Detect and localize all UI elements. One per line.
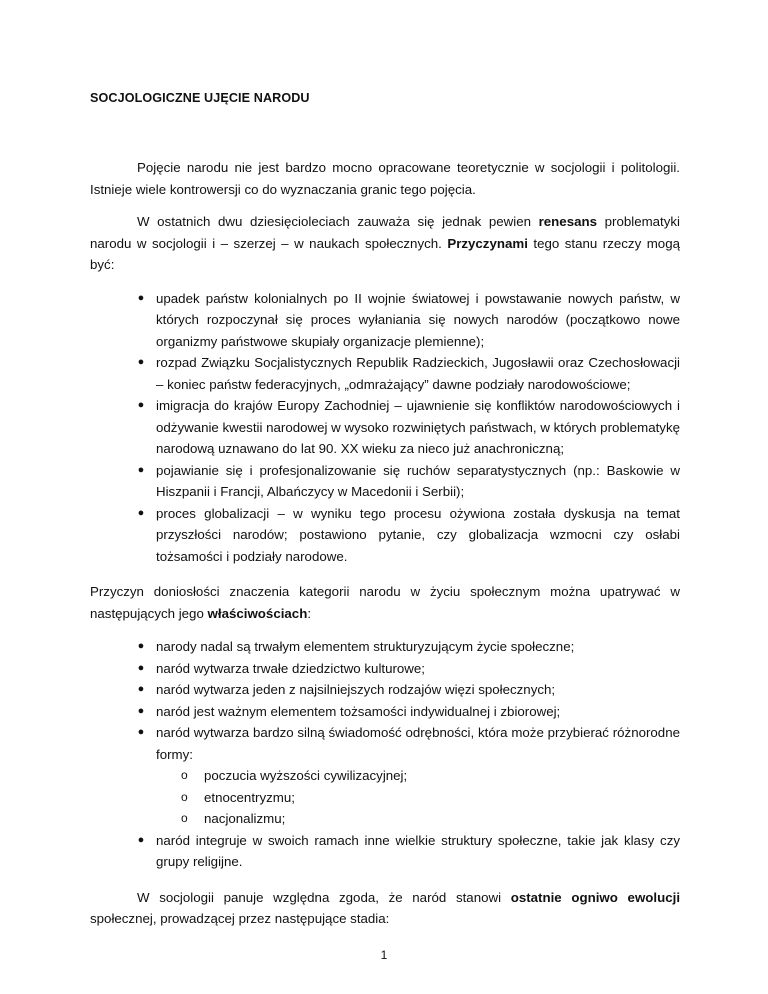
sublist-item <box>156 787 680 809</box>
list-item-text: naród jest ważnym elementem tożsamości indywidualnej i zbiorowej; <box>156 703 561 719</box>
bullet-icon: ● <box>137 356 145 368</box>
causes-list <box>90 288 680 568</box>
text-run: społecznej, prowadzącej przez następujące stadia: <box>90 911 390 926</box>
bullet-icon: ● <box>137 683 145 695</box>
bold-term-przyczynami: Przyczynami <box>447 235 528 251</box>
text-run: Przyczyn doniosłości znaczenia kategorii narodu w życiu społecznym można upatrywać w następujących jego <box>90 584 680 621</box>
bullet-icon: ● <box>137 640 145 652</box>
sublist-item-text: etnocentryzmu; <box>204 789 295 805</box>
sub-bullet-icon: o <box>181 811 188 825</box>
bullet-icon: ● <box>137 704 145 717</box>
list-item <box>90 636 680 658</box>
bullet-icon: ● <box>137 463 145 476</box>
sublist-item <box>156 765 680 787</box>
bold-term-ostatnie-ogniwo: ostatnie ogniwo ewolucji <box>510 889 681 905</box>
renesans-paragraph <box>90 211 680 276</box>
text-run: W socjologii panuje względna zgoda, że naród stanowi <box>137 889 511 905</box>
sublist-item-text: nacjonalizmu; <box>204 811 286 826</box>
list-item <box>90 830 680 873</box>
list-item-text: naród wytwarza bardzo silną świadomość odrębności, która może przybierać różnorodne formy: <box>156 725 680 762</box>
list-item <box>90 460 680 503</box>
bullet-icon: ● <box>137 833 145 846</box>
text-run: problematyki narodu w socjologii i – szerzej – w naukach społecznych. <box>90 214 681 251</box>
list-item-text: naród wytwarza jeden z najsilniejszych rodzajów więzi społecznych; <box>156 682 556 697</box>
list-item <box>90 395 680 460</box>
bullet-icon: ● <box>137 726 145 738</box>
list-item <box>90 503 680 568</box>
sub-bullet-icon: o <box>181 789 188 804</box>
bullet-icon: ● <box>137 661 145 674</box>
list-item-text: naród integruje w swoich ramach inne wielkie struktury społeczne, takie jak klasy czy grupy religijne. <box>156 832 680 869</box>
list-item-text: naród wytwarza trwałe dziedzictwo kulturowe; <box>156 660 426 676</box>
sublist-item-text: poczucia wyższości cywilizacyjnej; <box>204 768 408 783</box>
page-number: 1 <box>380 948 388 962</box>
list-item <box>90 679 680 701</box>
bold-term-renesans: renesans <box>538 214 598 229</box>
list-item-text: upadek państw kolonialnych po II wojnie światowej i powstawanie nowych państw, w których rozpoczynał się proces wyłaniania się nowych narodów (początkowo nowe organizmy państwowe skupiały organizacje plemienne); <box>156 290 680 349</box>
bold-term-wlasciwosciach: właściwościach <box>207 605 308 621</box>
list-item-text: imigracja do krajów Europy Zachodniej – ujawnienie się konfliktów narodowościowych i odżywanie kwestii narodowej w wysoko rozwiniętych państwach, w których problematykę narodową uznawano do lat 90. XX wieku za nieco już anachroniczną; <box>156 398 680 456</box>
list-item-text: narody nadal są trwałym elementem strukturyzującym życie społeczne; <box>156 639 575 654</box>
properties-list <box>90 636 680 873</box>
properties-paragraph <box>90 581 680 624</box>
intro-paragraph: Pojęcie narodu nie jest bardzo mocno opracowane teoretycznie w socjologii i politologii. Istnieje wiele kontrowersji co do wyznaczania granic tego pojęcia. <box>90 160 680 197</box>
text-run: tego stanu rzeczy mogą być: <box>90 235 680 272</box>
list-item <box>90 352 680 395</box>
list-item-text: pojawianie się i profesjonalizowanie się ruchów separatystycznych (np.: Baskowie w Hiszpanii i Francji, Albańczycy w Macedonii i Serbii); <box>156 462 680 499</box>
evolution-paragraph <box>90 887 680 930</box>
text-run: W ostatnich dwu dziesięcioleciach zauważa się jednak pewien <box>137 214 539 229</box>
list-item <box>90 288 680 353</box>
document-title: SOCJOLOGICZNE UJĘCIE NARODU <box>90 91 310 105</box>
text-run: : <box>307 605 312 621</box>
bullet-icon: ● <box>137 506 145 519</box>
list-item-text: rozpad Związku Socjalistycznych Republik Radzieckich, Jugosławii oraz Czechosłowacji – koniec państw federacyjnych, „odmrażający” dawne podziały narodowościowe; <box>156 355 680 392</box>
sub-bullet-icon: o <box>181 768 188 782</box>
list-item <box>90 722 680 830</box>
list-item-text: proces globalizacji – w wyniku tego procesu ożywiona została dyskusja na temat przyszłości narodów; postawiono pytanie, czy globalizacja wzmocni czy osłabi tożsamości i podziały narodowe. <box>156 505 680 564</box>
forms-sublist <box>156 765 680 830</box>
bullet-icon: ● <box>137 291 145 304</box>
sublist-item <box>156 808 680 830</box>
bullet-icon: ● <box>137 399 145 411</box>
list-item <box>90 701 680 723</box>
list-item <box>90 658 680 680</box>
